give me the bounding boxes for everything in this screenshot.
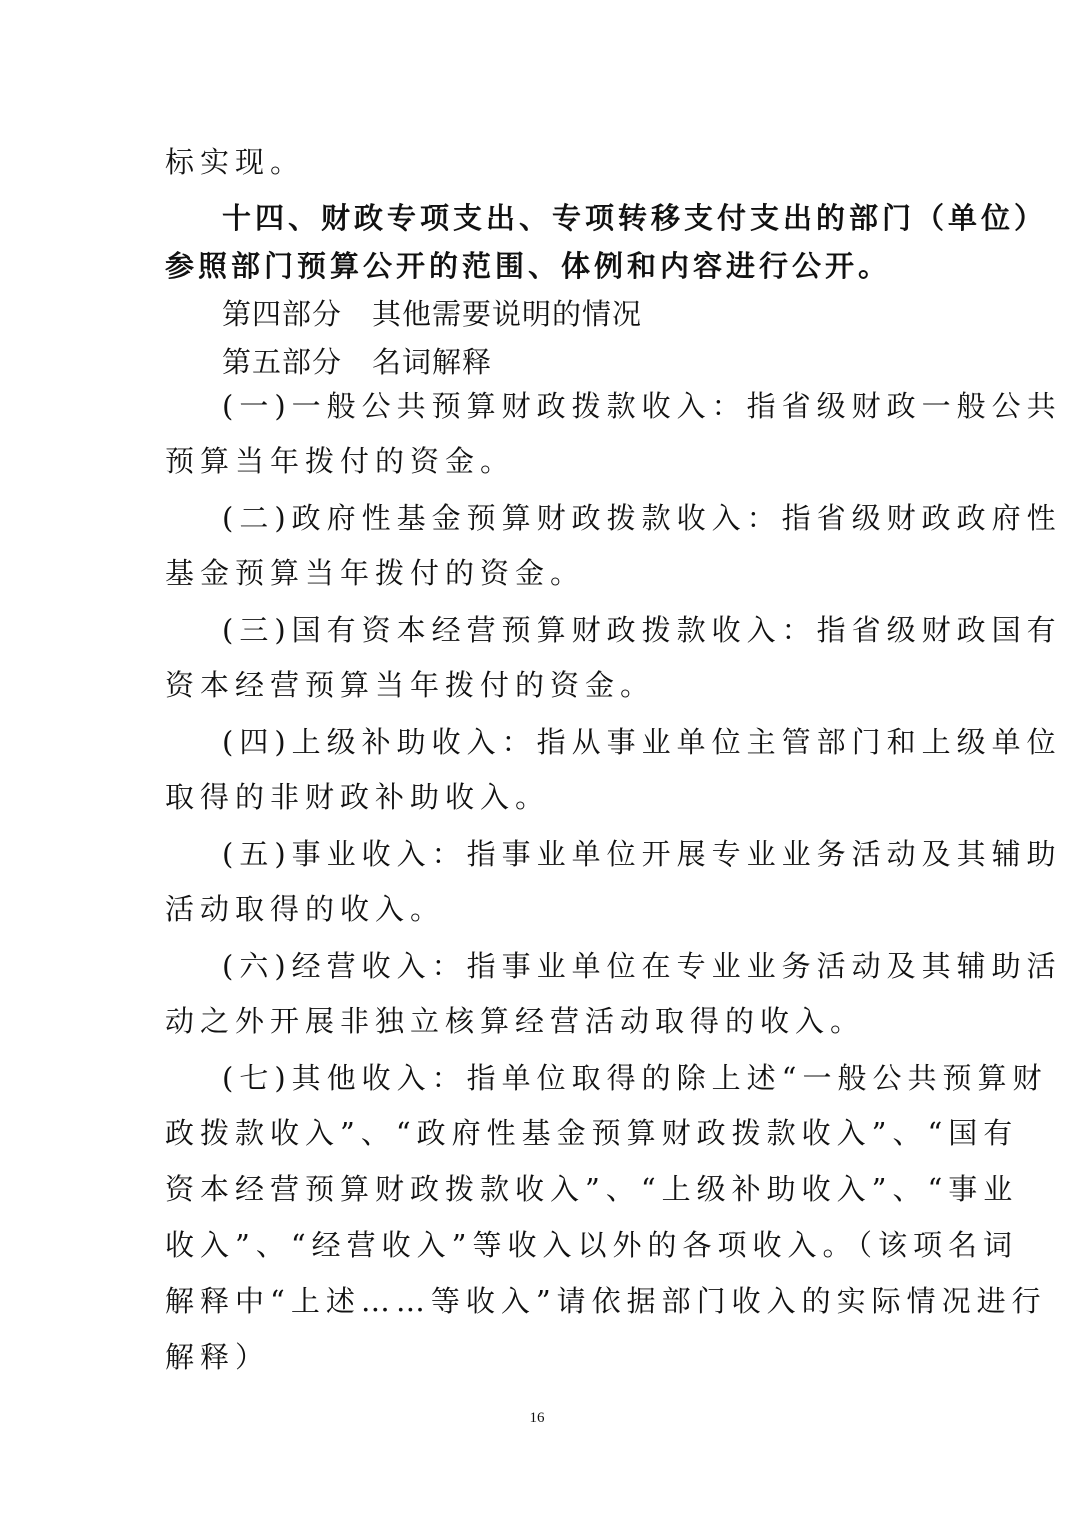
definition-line: (一)一般公共预算财政拨款收入：指省级财政一般公共 xyxy=(222,389,1062,423)
section-title: 其他需要说明的情况 xyxy=(372,297,643,331)
section-number: 第四部分 xyxy=(222,297,343,331)
definition-line: 预算当年拨付的资金。 xyxy=(165,444,516,478)
definition-line: 资本经营预算当年拨付的资金。 xyxy=(165,668,656,702)
definition-line: 取得的非财政补助收入。 xyxy=(165,780,551,814)
definition-line: 政拨款收入”、“政府性基金预算财政拨款收入”、“国有 xyxy=(165,1116,1019,1150)
definition-line: 动之外开展非独立核算经营活动取得的收入。 xyxy=(165,1004,866,1038)
definition-line: (六)经营收入：指事业单位在专业业务活动及其辅助活 xyxy=(222,949,1062,983)
section-title: 名词解释 xyxy=(372,345,493,379)
definition-line: 解释中“上述……等收入”请依据部门收入的实际情况进行 xyxy=(165,1284,1047,1318)
section-heading-part4 xyxy=(222,294,972,334)
section-number: 第五部分 xyxy=(222,345,343,379)
paragraph-line: 标实现。 xyxy=(165,145,306,179)
definition-line: (三)国有资本经营预算财政拨款收入：指省级财政国有 xyxy=(222,613,1062,647)
definition-line: (四)上级补助收入：指从事业单位主管部门和上级单位 xyxy=(222,725,1062,759)
bold-paragraph-line: 参照部门预算公开的范围、体例和内容进行公开。 xyxy=(165,249,892,283)
definition-line: 活动取得的收入。 xyxy=(165,892,446,926)
definition-line: (二)政府性基金预算财政拨款收入：指省级财政政府性 xyxy=(222,501,1062,535)
definition-line: 资本经营预算财政拨款收入”、“上级补助收入”、“事业 xyxy=(165,1172,1019,1206)
bold-paragraph-line: 十四、财政专项支出、专项转移支付支出的部门（单位） xyxy=(222,201,1048,235)
definition-line: 解释） xyxy=(165,1340,271,1374)
definition-line: 收入”、“经营收入”等收入以外的各项收入。（该项名词 xyxy=(165,1228,1018,1262)
page-number: 16 xyxy=(529,1410,545,1426)
definition-line: (七)其他收入：指单位取得的除上述“一般公共预算财 xyxy=(222,1061,1048,1095)
section-heading-part5 xyxy=(222,342,972,382)
definition-line: 基金预算当年拨付的资金。 xyxy=(165,556,586,590)
definition-line: (五)事业收入：指事业单位开展专业业务活动及其辅助 xyxy=(222,837,1062,871)
